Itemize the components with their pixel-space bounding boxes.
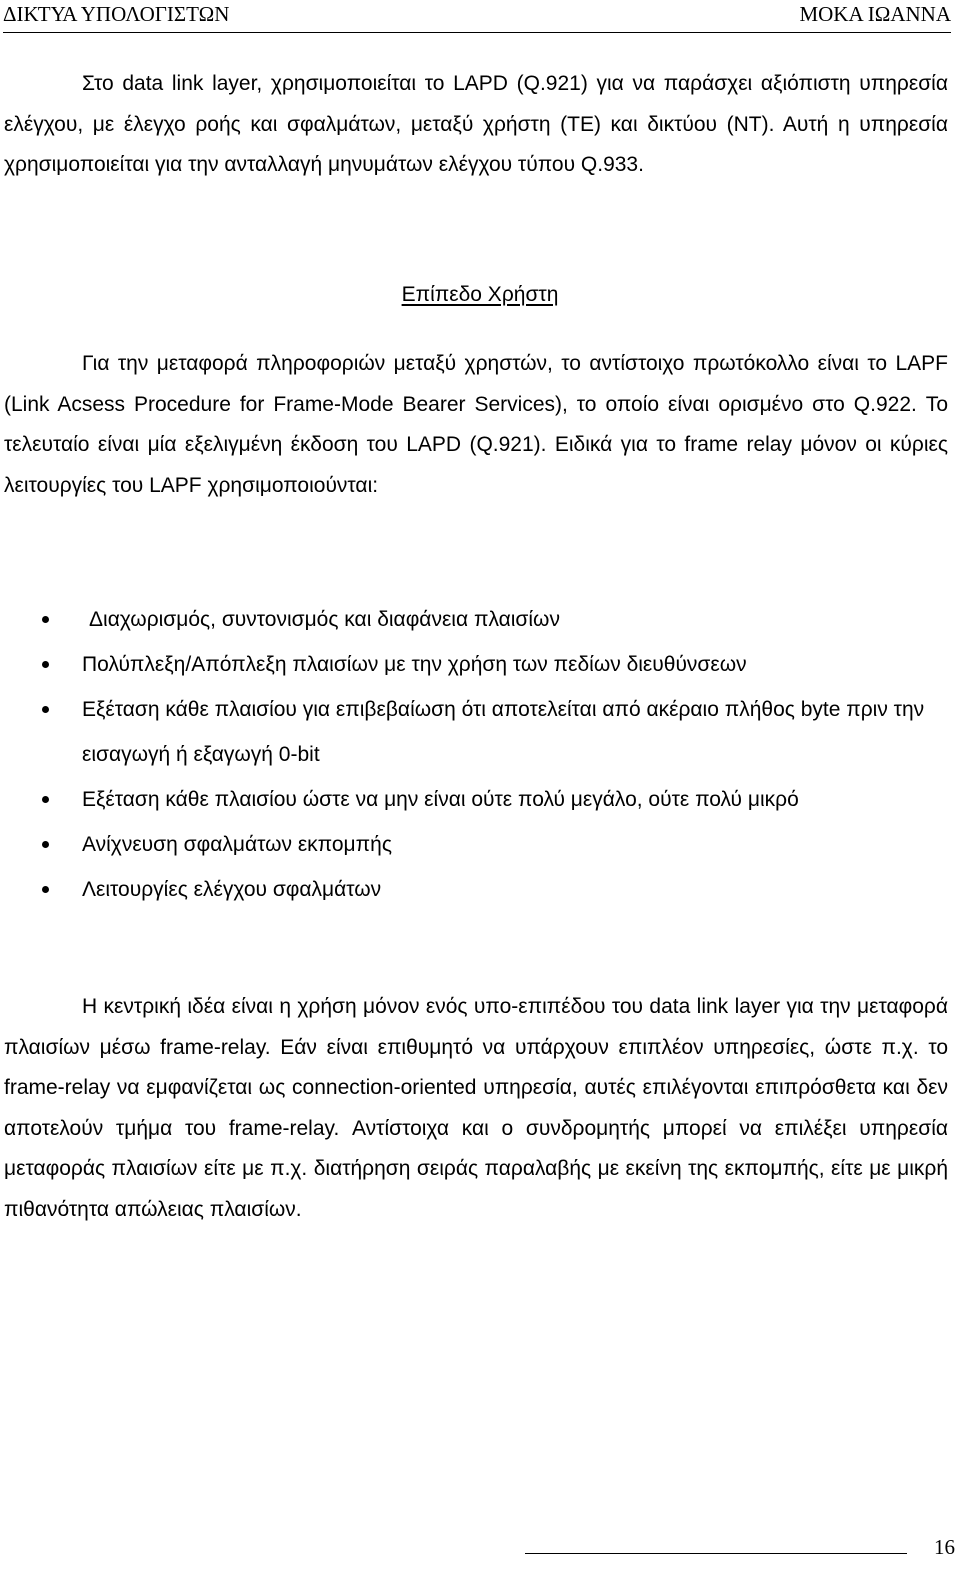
bullet-icon — [42, 616, 49, 623]
header-author-name: ΜΟΚΑ ΙΩΑΝΝΑ — [799, 2, 951, 26]
list-item-text: Εξέταση κάθε πλαισίου για επιβεβαίωση ότι αποτελείται από ακέραιο πλήθος byte πριν την εισαγωγή ή εξαγωγή 0-bit — [82, 698, 925, 766]
bullet-icon — [42, 706, 49, 713]
bullet-icon — [42, 796, 49, 803]
bullet-icon — [42, 886, 49, 893]
page-header — [3, 2, 951, 29]
paragraph-central-idea: Η κεντρική ιδέα είναι η χρήση μόνον ενός υπο-επιπέδου του data link layer για την μεταφορά πλαισίων μέσω frame-relay. Εάν είναι επιθυμητό να υπάρχουν επιπλέον υπηρεσίες, ώστε π.χ. το frame-relay να εμφανίζεται ως connection-oriented υπηρεσία, αυτές επιλέγονται επιπρόσθετα και δεν αποτελούν τμήμα του frame-relay. Αντίστοιχα και ο συνδρομητής μπορεί να επιλέξει υπηρεσία μεταφοράς πλαισίων είτε με π.χ. διατήρηση σειράς παραλαβής με εκείνη της εκπομπής, είτε με μικρή πιθανότητα απώλειας πλαισίων. — [4, 995, 948, 1221]
section-heading — [0, 283, 960, 307]
paragraph-user-level: Για την μεταφορά πληροφοριών μεταξύ χρηστών, το αντίστοιχο πρωτόκολλο είναι το LAPF (Link Acsess Procedure for Frame-Mode Bearer Services), το οποίο είναι ορισμένο στο Q.922. Το τελευταίο είναι μία εξελιγμένη έκδοση του LAPD (Q.921). Ειδικά για το frame relay μόνον οι κύριες λειτουργίες του LAPF χρησιμοποιούνται: — [4, 352, 948, 497]
paragraph-data-link-layer: Στο data link layer, χρησιμοποιείται το LAPD (Q.921) για να παράσχει αξιόπιστη υπηρεσία ελέγχου, με έλεγχο ροής και σφαλμάτων, μεταξύ χρήστη (TE) και δικτύου (NT). Αυτή η υπηρεσία χρησιμοποιείται για την ανταλλαγή μηνυμάτων ελέγχου τύπου Q.933. — [4, 72, 948, 176]
page-number: 16 — [934, 1535, 955, 1559]
lapf-functions-list — [0, 597, 948, 912]
bullet-icon — [42, 661, 49, 668]
list-item-text: Εξέταση κάθε πλαισίου ώστε να μην είναι ούτε πολύ μεγάλο, ούτε πολύ μικρό — [82, 788, 799, 811]
list-item-text: Ανίχνευση σφαλμάτων εκπομπής — [82, 833, 392, 856]
bullet-icon — [42, 841, 49, 848]
list-item-text: Πολύπλεξη/Απόπλεξη πλαισίων με την χρήση των πεδίων διευθύνσεων — [82, 653, 747, 676]
section-heading-text: Επίπεδο Χρήστη — [401, 283, 559, 306]
header-divider — [3, 32, 951, 33]
list-item — [0, 642, 948, 687]
list-item — [0, 822, 948, 867]
list-item — [0, 777, 948, 822]
header-course-title: ΔΙΚΤΥΑ ΥΠΟΛΟΓΙΣΤΩΝ — [3, 2, 230, 26]
list-item — [0, 687, 948, 777]
list-item-text: Λειτουργίες ελέγχου σφαλμάτων — [82, 878, 382, 901]
list-item — [0, 597, 948, 642]
list-item — [0, 867, 948, 912]
list-item-text: Διαχωρισμός, συντονισμός και διαφάνεια πλαισίων — [89, 608, 560, 631]
footer-divider — [525, 1553, 907, 1554]
